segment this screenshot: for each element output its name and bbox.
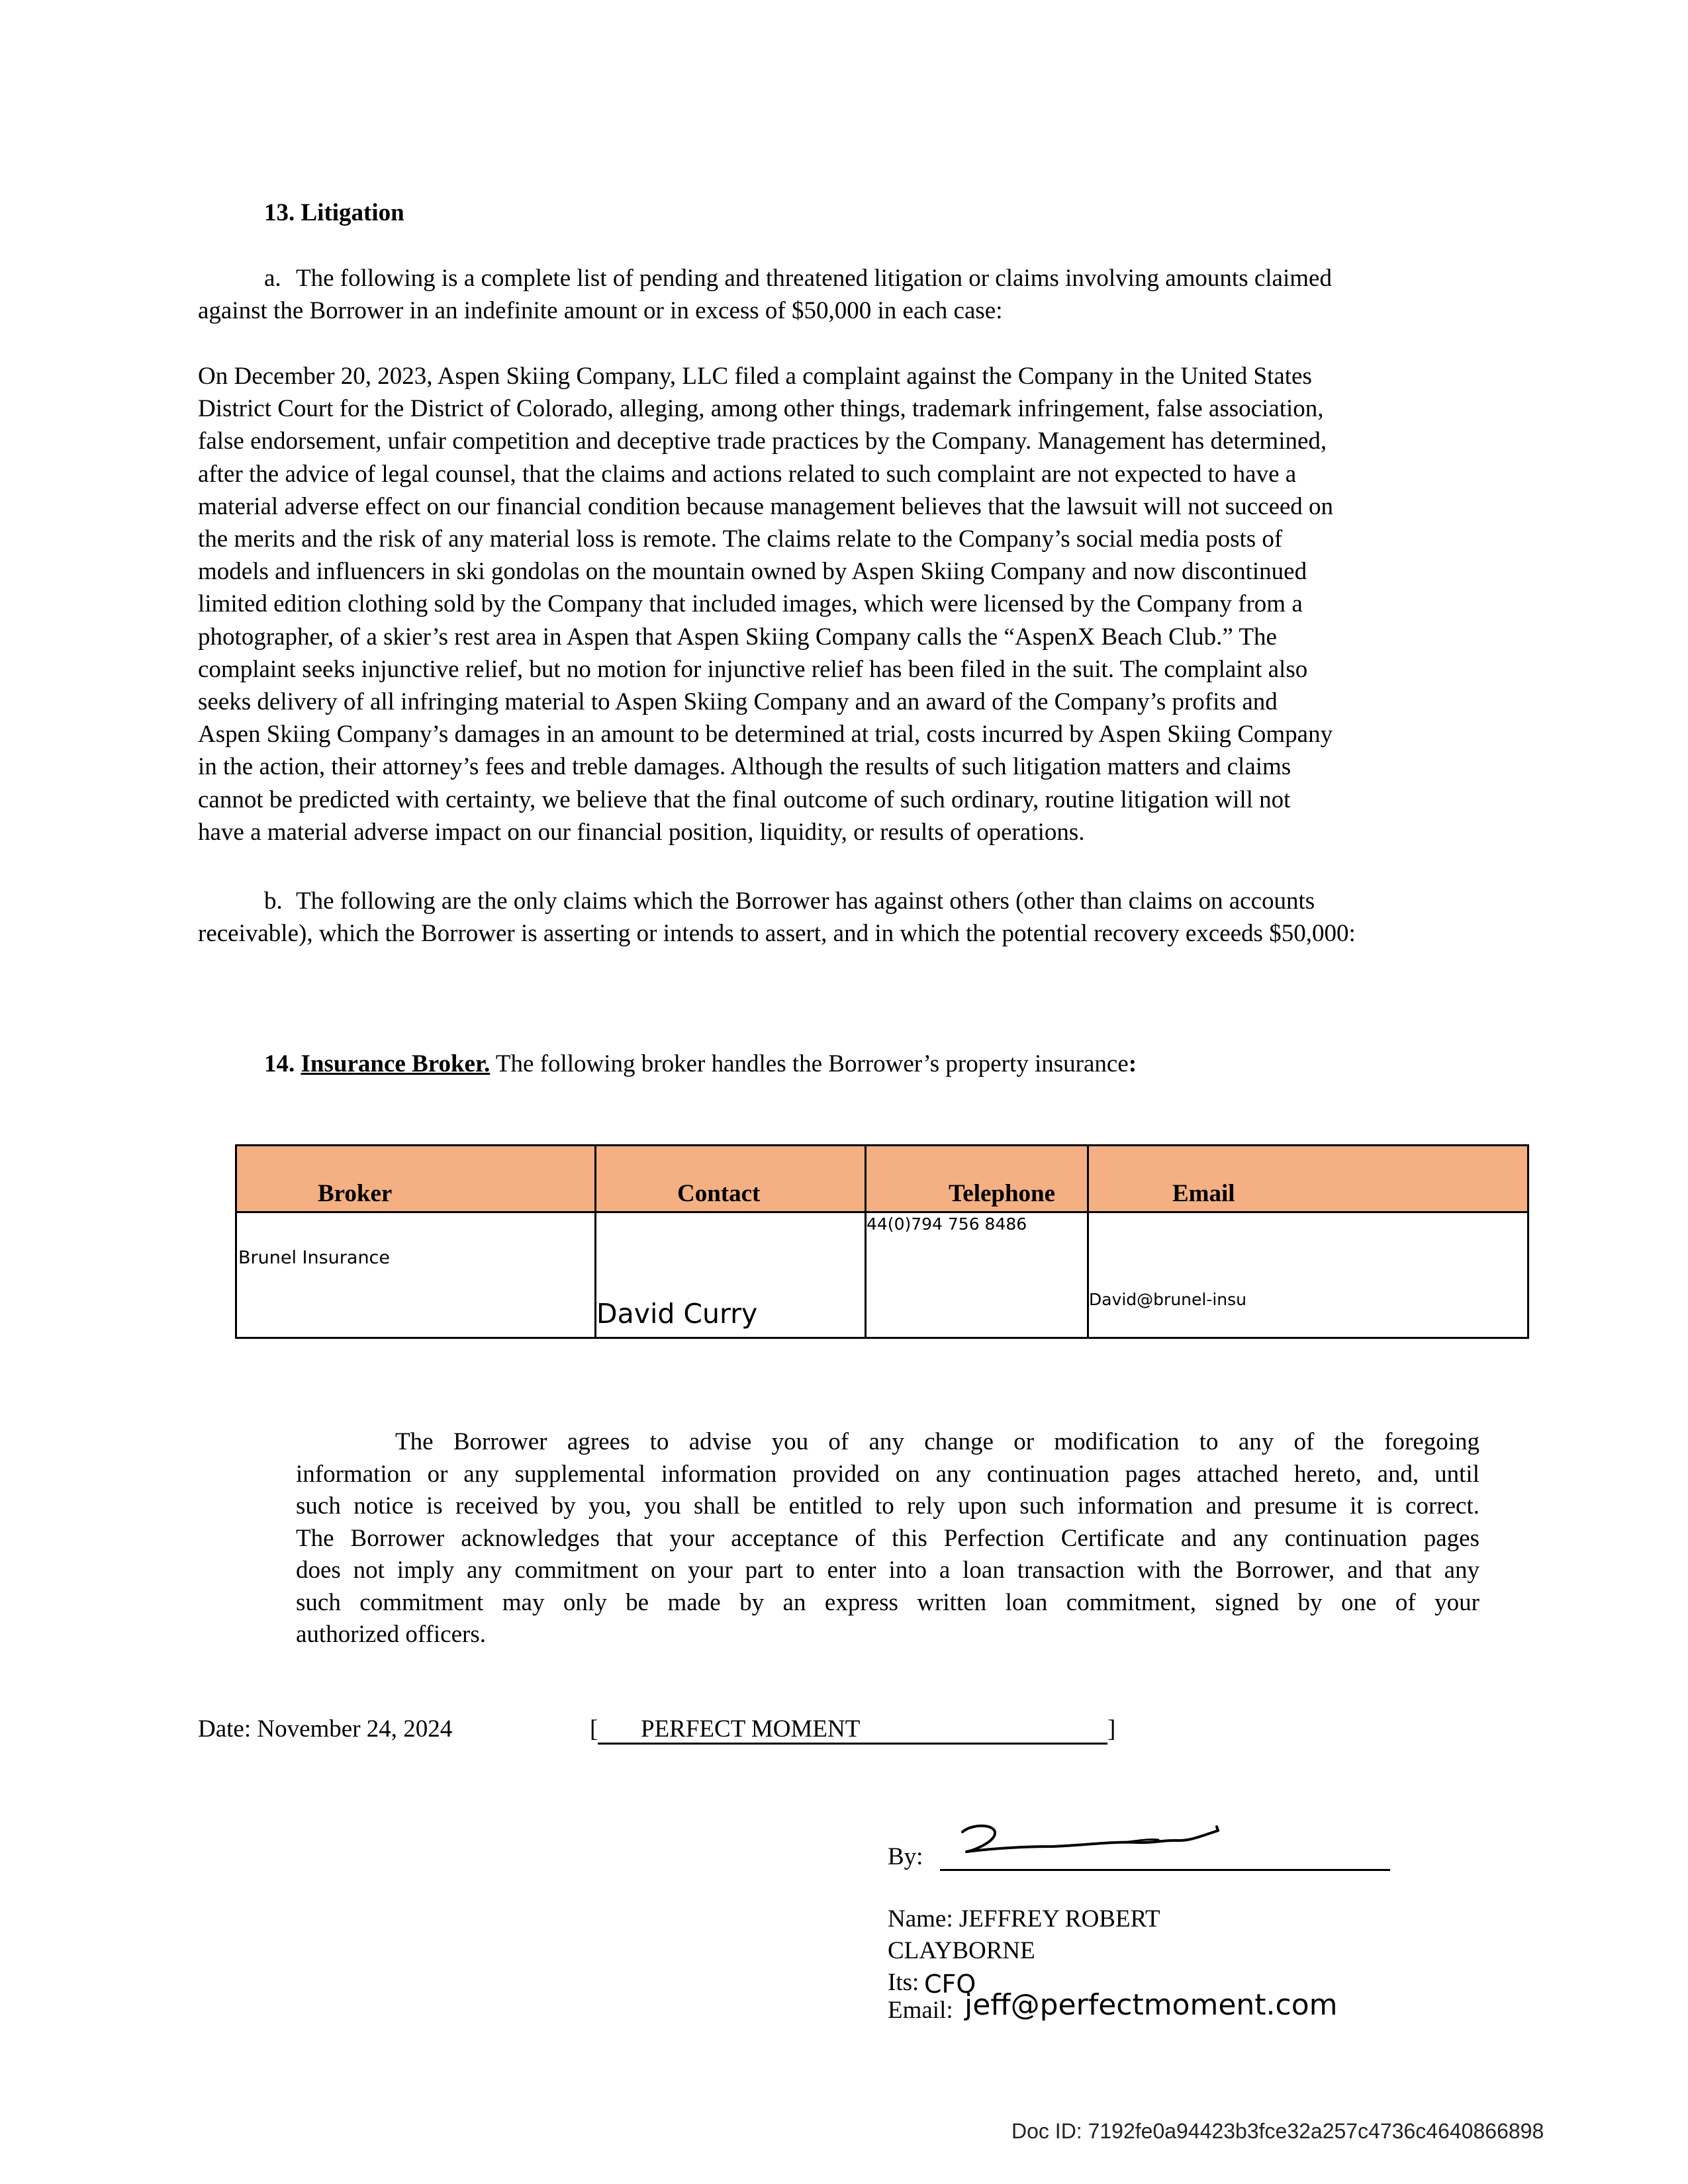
complaint-line: after the advice of legal counsel, that the claims and actions related to such complaint are not expected to have a bbox=[198, 460, 1297, 488]
complaint-line: limited edition clothing sold by the Company that included images, which were licensed by the Company from a bbox=[198, 590, 1303, 618]
complaint-line: photographer, of a skier’s rest area in Aspen that Aspen Skiing Company calls the “AspenX Beach Club.” The bbox=[198, 623, 1277, 651]
complaint-line: complaint seeks injunctive relief, but no motion for injunctive relief has been filed in the suit. The complaint also bbox=[198, 655, 1308, 683]
email-label: Email: bbox=[888, 1997, 953, 2024]
header-contact: Contact bbox=[677, 1180, 761, 1207]
closing-line: authorized officers. bbox=[296, 1621, 486, 1648]
section-13b-label: b. bbox=[264, 887, 283, 915]
company-underline bbox=[598, 1743, 1107, 1745]
section-14-title: Insurance Broker. bbox=[301, 1050, 491, 1077]
by-label: By: bbox=[888, 1843, 923, 1870]
section-13a-line-1: The following is a complete list of pending and threatened litigation or claims involving amounts claimed bbox=[296, 265, 1332, 292]
section-14-colon: : bbox=[1128, 1050, 1137, 1077]
its-label: Its: bbox=[888, 1969, 919, 1996]
cell-broker: Brunel Insurance bbox=[238, 1248, 391, 1268]
closing-line: does not imply any commitment on your part to enter into a loan transaction with the Borrower, and that any bbox=[296, 1557, 1479, 1584]
company-name: PERFECT MOMENT bbox=[641, 1715, 861, 1743]
section-13b-line-2: receivable), which the Borrower is asserting or intends to assert, and in which the potential recovery exceeds $50,000: bbox=[198, 920, 1356, 947]
broker-table bbox=[235, 1144, 1529, 1339]
complaint-line: seeks delivery of all infringing material to Aspen Skiing Company and an award of the Company’s profits and bbox=[198, 688, 1278, 716]
complaint-line: cannot be predicted with certainty, we believe that the final outcome of such ordinary, routine litigation will not bbox=[198, 786, 1291, 813]
complaint-line: have a material adverse impact on our financial position, liquidity, or results of operations. bbox=[198, 818, 1085, 846]
section-13a-line-2: against the Borrower in an indefinite amount or in excess of $50,000 in each case: bbox=[198, 297, 1003, 324]
closing-line: information or any supplemental information provided on any continuation pages attached hereto, and, until bbox=[296, 1460, 1479, 1488]
closing-line: such notice is received by you, you shall be entitled to rely upon such information and presume it is correct. bbox=[296, 1492, 1479, 1520]
complaint-line: the merits and the risk of any material loss is remote. The claims relate to the Company’s social media posts of bbox=[198, 525, 1283, 553]
section-13-heading: 13. Litigation bbox=[264, 199, 404, 226]
bracket-open: [ bbox=[590, 1715, 598, 1743]
section-13b-line-1: The following are the only claims which the Borrower has against others (other than claims on accounts bbox=[296, 887, 1315, 915]
complaint-line: in the action, their attorney’s fees and treble damages. Although the results of such litigation matters and claims bbox=[198, 753, 1291, 781]
broker-table-header-row bbox=[237, 1146, 1527, 1213]
cell-telephone: 44(0)794 756 8486 bbox=[867, 1214, 1027, 1234]
closing-line: The Borrower acknowledges that your acceptance of this Perfection Certificate and any continuation pages bbox=[296, 1524, 1479, 1552]
signature-image bbox=[953, 1812, 1231, 1872]
doc-id: Doc ID: 7192fe0a94423b3fce32a257c4736c4640866898 bbox=[1011, 2119, 1544, 2143]
date-label: Date: November 24, 2024 bbox=[198, 1715, 453, 1743]
complaint-line: Aspen Skiing Company’s damages in an amount to be determined at trial, costs incurred by Aspen Skiing Company bbox=[198, 721, 1333, 749]
closing-paragraph bbox=[296, 1426, 1479, 1651]
section-14-text: The following broker handles the Borrower’s property insurance bbox=[490, 1050, 1129, 1077]
section-14-number: 14. bbox=[264, 1050, 295, 1077]
complaint-line: material adverse effect on our financial condition because management believes that the lawsuit will not succeed on bbox=[198, 492, 1334, 520]
cell-email: David@brunel-insu bbox=[1089, 1290, 1247, 1309]
its-value: CFO bbox=[924, 1970, 976, 1999]
header-email: Email bbox=[1172, 1180, 1235, 1207]
email-value: jeff@perfectmoment.com bbox=[964, 1988, 1338, 2022]
header-broker: Broker bbox=[318, 1180, 393, 1207]
cell-contact: David Curry bbox=[596, 1298, 758, 1330]
complaint-line: District Court for the District of Colorado, alleging, among other things, trademark infringement, false association, bbox=[198, 395, 1324, 423]
complaint-line: On December 20, 2023, Aspen Skiing Company, LLC filed a complaint against the Company in the United States bbox=[198, 363, 1312, 390]
name-line-1: Name: JEFFREY ROBERT bbox=[888, 1905, 1160, 1933]
column-divider bbox=[865, 1146, 867, 1337]
name-line-2: CLAYBORNE bbox=[888, 1937, 1035, 1964]
closing-line: The Borrower agrees to advise you of any change or modification to any of the foregoing bbox=[395, 1428, 1479, 1455]
complaint-line: models and influencers in ski gondolas on the mountain owned by Aspen Skiing Company and now discontinued bbox=[198, 558, 1307, 586]
closing-line: such commitment may only be made by an express written loan commitment, signed by one of your bbox=[296, 1588, 1479, 1616]
complaint-paragraph bbox=[198, 360, 1476, 848]
section-13a-label: a. bbox=[264, 265, 281, 292]
header-telephone: Telephone bbox=[949, 1180, 1056, 1207]
complaint-line: false endorsement, unfair competition and deceptive trade practices by the Company. Management has determined, bbox=[198, 428, 1327, 455]
section-14-heading bbox=[264, 1048, 1137, 1080]
bracket-close: ] bbox=[1107, 1715, 1116, 1743]
